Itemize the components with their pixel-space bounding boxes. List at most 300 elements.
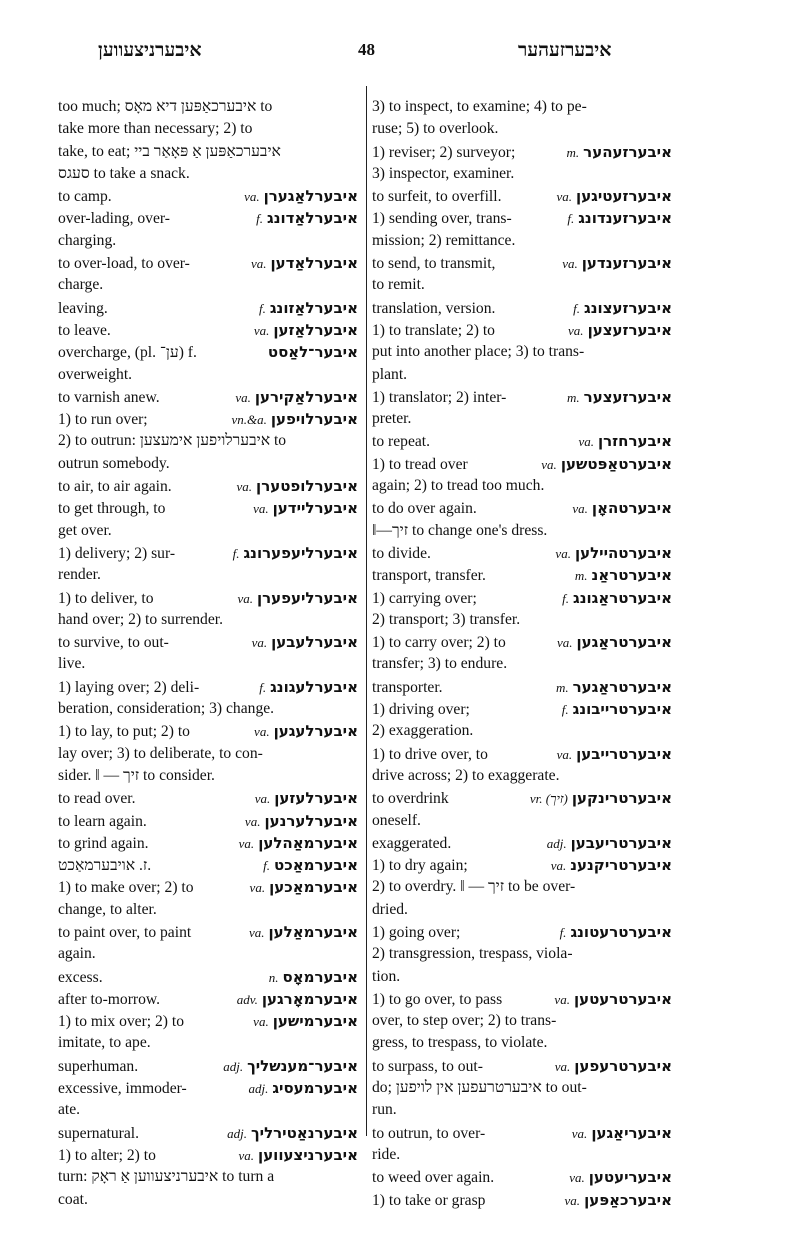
entry-grammar: f. xyxy=(232,545,240,561)
entry-gloss: ז. אויבערמאַכט. xyxy=(58,857,152,875)
entry-line xyxy=(58,810,358,832)
entry-headword: איבעריעטען xyxy=(588,1168,672,1187)
entry-gloss: oneself. xyxy=(372,811,421,829)
page-header xyxy=(58,40,670,68)
entry-headword: איבערמאָס xyxy=(282,967,358,986)
entry-grammar: va. xyxy=(554,1058,571,1074)
entry-line xyxy=(58,765,358,787)
entry-line xyxy=(372,1077,672,1099)
entry-headword: איבערטרייבען xyxy=(576,744,672,763)
entry-grammar: vr. (זיך) xyxy=(529,791,568,807)
entry-line xyxy=(372,207,672,229)
entry-gloss: 1) laying over; 2) deli- xyxy=(58,678,200,696)
entry-gloss: plant. xyxy=(372,365,408,383)
entry-grammar: m. xyxy=(566,144,580,160)
entry-gloss: transport, transfer. xyxy=(372,567,486,585)
entry-grammar: adj. xyxy=(227,1125,247,1141)
entry-grammar: va. xyxy=(248,924,265,940)
entry-grammar: va. xyxy=(572,501,588,517)
entry-gloss: 1) to drive over, to xyxy=(372,745,488,763)
entry-line xyxy=(58,230,358,252)
entry-gloss: to repeat. xyxy=(372,433,431,451)
entry-gloss: 1) to make over; 2) to xyxy=(58,879,194,897)
entry-gloss: 1) to take or grasp xyxy=(372,1191,486,1209)
entry-headword: איבערלאַדען xyxy=(270,254,358,273)
entry-line xyxy=(372,653,672,675)
entry-headword: איבערליעפערן xyxy=(256,588,358,607)
entry-line xyxy=(58,854,358,876)
entry-grammar: adv. xyxy=(236,991,258,1007)
entry-headword: איבערלאַדונג xyxy=(267,209,358,228)
entry-grammar: va. xyxy=(564,1192,581,1208)
entry-headword: איבערמאַהלען xyxy=(258,833,358,852)
entry-gloss: to leave. xyxy=(58,321,111,339)
entry-grammar: va. xyxy=(244,189,260,205)
entry-gloss: get over. xyxy=(58,521,112,539)
entry-headword: איבערלויפען xyxy=(270,410,358,429)
entry-line xyxy=(58,408,358,430)
entry-grammar: f. xyxy=(559,924,567,940)
entry-gloss: to weed over again. xyxy=(372,1169,495,1187)
entry-line xyxy=(58,497,358,519)
entry-line xyxy=(58,319,358,341)
entry-headword: איבערזעצער xyxy=(583,387,672,406)
entry-line xyxy=(372,163,672,185)
entry-line xyxy=(372,386,672,408)
entry-headword: איבערלאַזען xyxy=(273,320,358,339)
entry-line xyxy=(58,1144,358,1166)
entry-gloss: to learn again. xyxy=(58,812,147,830)
entry-line xyxy=(58,341,358,363)
column-divider xyxy=(366,86,367,1136)
entry-headword: איבערלעזען xyxy=(274,789,358,808)
entry-line xyxy=(372,430,672,452)
left-column xyxy=(58,96,358,1211)
entry-grammar: va. xyxy=(237,590,253,606)
entry-grammar: va. xyxy=(556,746,573,762)
entry-gloss: 1) going over; xyxy=(372,923,461,941)
entry-grammar: f. xyxy=(567,211,575,227)
entry-headword: איבערנאַטירליך xyxy=(250,1123,358,1142)
entry-grammar: n. xyxy=(268,969,279,985)
header-right-catchword: איבערזעהער xyxy=(518,40,612,61)
entry-line xyxy=(372,230,672,252)
entry-headword: איבערטרייבונג xyxy=(572,700,672,719)
entry-grammar: adj. xyxy=(223,1058,244,1074)
entry-line xyxy=(58,1166,358,1188)
entry-gloss: coat. xyxy=(58,1190,88,1208)
entry-grammar: va. xyxy=(244,813,261,829)
entry-headword: איבערטראַנ xyxy=(591,566,672,585)
entry-line xyxy=(58,141,358,163)
entry-gloss: again; 2) to tread too much. xyxy=(372,477,545,495)
entry-line xyxy=(372,720,672,742)
entry-line xyxy=(372,475,672,497)
entry-line xyxy=(372,765,672,787)
entry-headword: איבערזעהער xyxy=(583,142,672,161)
entry-gloss: mission; 2) remittance. xyxy=(372,231,516,249)
entry-grammar: va. xyxy=(554,991,570,1007)
entry-grammar: va. xyxy=(555,545,571,561)
entry-grammar: va. xyxy=(253,1014,269,1030)
entry-line xyxy=(372,988,672,1010)
entry-headword: איבערמאָרגען xyxy=(261,989,358,1008)
entry-headword: איבערזענדען xyxy=(581,254,672,273)
entry-line xyxy=(372,698,672,720)
entry-grammar: va. xyxy=(253,322,270,338)
entry-gloss: 1) to go over, to pass xyxy=(372,990,503,1008)
entry-gloss: charging. xyxy=(58,231,117,249)
entry-gloss: to camp. xyxy=(58,188,112,206)
entry-line xyxy=(372,743,672,765)
entry-line xyxy=(58,274,358,296)
entry-gloss: 2) to outrun: איבערלויפען אימעצען to xyxy=(58,432,287,450)
entry-grammar: f. xyxy=(562,590,569,606)
entry-gloss: too much; איבערכאַפּען דיא מאָס to xyxy=(58,98,273,115)
entry-gloss: take, to eat; איבערכאַפּען אַ פּאָאַר ביי xyxy=(58,142,281,160)
entry-grammar: va. xyxy=(253,501,269,517)
entry-grammar: va. xyxy=(550,858,567,874)
entry-gloss: leaving. xyxy=(58,299,108,317)
entry-headword: איבערזעצונג xyxy=(584,298,672,317)
entry-line xyxy=(372,1122,672,1144)
entry-gloss: do; איבערטרעפען אין לויפען to out- xyxy=(372,1079,587,1097)
entry-grammar: m. xyxy=(555,679,569,695)
entry-line xyxy=(58,787,358,809)
entry-headword: איבערטרעטען xyxy=(573,989,672,1008)
entry-headword: איבערלעגונג xyxy=(270,677,358,696)
entry-line xyxy=(372,274,672,296)
entry-grammar: f. xyxy=(263,858,271,874)
entry-line xyxy=(372,252,672,274)
entry-gloss: 2) transport; 3) transfer. xyxy=(372,610,521,628)
entry-headword: איבערלאַגערן xyxy=(263,187,358,206)
entry-headword: איבערלערנען xyxy=(264,811,358,830)
entry-grammar: va. xyxy=(251,635,268,651)
entry-gloss: to surfeit, to overfill. xyxy=(372,188,502,206)
page-number: 48 xyxy=(358,40,375,59)
entry-line xyxy=(58,207,358,229)
entry-gloss: excessive, immoder- xyxy=(58,1080,187,1098)
entry-headword: איבערטרינקען xyxy=(571,789,672,808)
entry-line xyxy=(58,564,358,586)
entry-headword: איבערטראַגונג xyxy=(573,588,672,607)
entry-gloss: dried. xyxy=(372,900,408,918)
entry-line xyxy=(372,497,672,519)
entry-gloss: transfer; 3) to endure. xyxy=(372,655,508,673)
entry-gloss: to varnish anew. xyxy=(58,388,160,406)
entry-line xyxy=(58,609,358,631)
entry-headword: איבערזעטיגען xyxy=(576,187,672,206)
entry-line xyxy=(372,609,672,631)
entry-gloss: render. xyxy=(58,566,101,584)
entry-gloss: transporter. xyxy=(372,678,443,696)
entry-headword: איבערטהאָן xyxy=(591,499,672,518)
entry-line xyxy=(58,876,358,898)
entry-grammar: va. xyxy=(236,479,253,495)
entry-gloss: to over-load, to over- xyxy=(58,255,190,273)
entry-line xyxy=(58,832,358,854)
entry-line xyxy=(372,118,672,140)
entry-headword: איבערלאַזונג xyxy=(269,298,358,317)
entry-headword: איבעריאַגען xyxy=(591,1123,672,1142)
entry-gloss: 2) transgression, trespass, viola- xyxy=(372,945,573,963)
entry-gloss: 1) delivery; 2) sur- xyxy=(58,544,176,562)
entry-line xyxy=(58,475,358,497)
entry-gloss: to surpass, to out- xyxy=(372,1057,483,1075)
entry-line xyxy=(58,631,358,653)
entry-headword: איבער־מענשליך xyxy=(247,1056,358,1075)
entry-line xyxy=(58,1077,358,1099)
entry-grammar: va. xyxy=(238,835,255,851)
entry-headword: איבערלופטערן xyxy=(256,477,358,496)
entry-gloss: to overdrink xyxy=(372,790,449,808)
entry-line xyxy=(372,1032,672,1054)
entry-line xyxy=(58,542,358,564)
entry-grammar: adj. xyxy=(248,1081,269,1097)
entry-line xyxy=(372,631,672,653)
entry-grammar: adj. xyxy=(546,835,567,851)
entry-grammar: va. xyxy=(568,322,584,338)
entry-grammar: va. xyxy=(238,1147,255,1163)
entry-gloss: 1) to carry over; 2) to xyxy=(372,634,506,652)
entry-gloss: run. xyxy=(372,1101,397,1119)
entry-gloss: 1) to run over; xyxy=(58,411,148,429)
entry-gloss: to survive, to out- xyxy=(58,634,169,652)
entry-line xyxy=(372,1166,672,1188)
entry-gloss: 1) reviser; 2) surveyor; xyxy=(372,143,516,161)
entry-grammar: va. xyxy=(254,791,271,807)
entry-line xyxy=(58,653,358,675)
entry-grammar: m. xyxy=(567,389,580,405)
entry-line xyxy=(372,921,672,943)
entry-headword: איבערטראַגען xyxy=(576,633,672,652)
entry-gloss: over, to step over; 2) to trans- xyxy=(372,1012,557,1030)
entry-gloss: take more than necessary; 2) to xyxy=(58,120,253,138)
entry-headword: איבערניצעווען xyxy=(258,1145,358,1164)
entry-gloss: after to-morrow. xyxy=(58,990,161,1008)
entry-line xyxy=(372,832,672,854)
entry-gloss: 1) to deliver, to xyxy=(58,589,154,607)
entry-gloss: 1) to mix over; 2) to xyxy=(58,1013,185,1031)
entry-gloss: 1) to translate; 2) to xyxy=(372,321,495,339)
entry-line xyxy=(58,676,358,698)
entry-line xyxy=(58,1010,358,1032)
entry-headword: איבערטראַגער xyxy=(572,677,672,696)
entry-headword: איבערטרעטונג xyxy=(570,922,672,941)
entry-gloss: preter. xyxy=(372,410,412,428)
entry-gloss: put into another place; 3) to trans- xyxy=(372,343,585,361)
entry-gloss: ride. xyxy=(372,1145,401,1163)
header-left-catchword: איבערניצעווען xyxy=(98,40,202,61)
entry-gloss: turn: איבערניצעווען אַ ראָק to turn a xyxy=(58,1168,275,1186)
entry-gloss: to grind again. xyxy=(58,834,149,852)
entry-gloss: charge. xyxy=(58,276,104,294)
entry-gloss: סעגס to take a snack. xyxy=(58,164,190,182)
entry-line xyxy=(372,1099,672,1121)
entry-gloss: change, to alter. xyxy=(58,900,157,918)
entry-gloss: to do over again. xyxy=(372,500,477,518)
entry-line xyxy=(372,141,672,163)
entry-gloss: again. xyxy=(58,945,96,963)
entry-grammar: va. xyxy=(254,724,270,740)
entry-gloss: imitate, to ape. xyxy=(58,1034,151,1052)
entry-gloss: 1) sending over, trans- xyxy=(372,210,512,228)
entry-grammar: va. xyxy=(571,1125,588,1141)
entry-line xyxy=(372,319,672,341)
entry-grammar: va. xyxy=(251,256,267,272)
entry-line xyxy=(372,453,672,475)
entry-gloss: 1) to dry again; xyxy=(372,857,468,875)
entry-gloss: to remit. xyxy=(372,276,425,294)
entry-headword: איבערטהיילען xyxy=(574,543,672,562)
entry-gloss: 3) to inspect, to examine; 4) to pe- xyxy=(372,98,587,115)
entry-line xyxy=(372,542,672,564)
entry-gloss: ruse; 5) to overlook. xyxy=(372,120,499,138)
entry-gloss: to outrun, to over- xyxy=(372,1124,486,1142)
entry-gloss: ‖—זיך to change one's dress. xyxy=(372,521,548,539)
entry-line xyxy=(58,921,358,943)
entry-grammar: va. xyxy=(569,1170,585,1186)
entry-gloss: 1) to tread over xyxy=(372,455,468,473)
entry-line xyxy=(58,430,358,452)
entry-line xyxy=(58,96,358,118)
entry-headword: איבערליעפערונג xyxy=(243,543,358,562)
entry-line xyxy=(58,1032,358,1054)
entry-gloss: tion. xyxy=(372,967,401,985)
entry-gloss: to get through, to xyxy=(58,500,166,518)
entry-gloss: lay over; 3) to deliberate, to con- xyxy=(58,744,263,762)
entry-line xyxy=(58,899,358,921)
entry-grammar: vn.&a. xyxy=(231,412,267,428)
entry-line xyxy=(58,252,358,274)
entry-gloss: to send, to transmit, xyxy=(372,255,496,273)
entry-line xyxy=(58,520,358,542)
entry-gloss: 1) translator; 2) inter- xyxy=(372,388,507,406)
entry-line xyxy=(58,163,358,185)
entry-headword: איבערליידען xyxy=(272,499,358,518)
entry-gloss: 3) inspector, examiner. xyxy=(372,164,515,182)
entry-line xyxy=(372,854,672,876)
entry-gloss: overcharge, (pl. ען־) f. xyxy=(58,344,197,362)
entry-grammar: va. xyxy=(556,189,573,205)
entry-headword: איבערמאַכט xyxy=(274,856,358,875)
entry-gloss: overweight. xyxy=(58,365,133,383)
entry-line xyxy=(372,1055,672,1077)
entry-gloss: 1) driving over; xyxy=(372,701,470,719)
entry-line xyxy=(58,297,358,319)
entry-gloss: to air, to air again. xyxy=(58,478,172,496)
entry-line xyxy=(372,787,672,809)
entry-line xyxy=(372,520,672,542)
entry-grammar: f. xyxy=(573,300,581,316)
entry-headword: איבערזעצען xyxy=(587,320,672,339)
entry-headword: איבערטרעפען xyxy=(574,1056,672,1075)
entry-headword: איבערזענדונג xyxy=(578,209,672,228)
entry-line xyxy=(372,1144,672,1166)
entry-line xyxy=(372,96,672,118)
entry-line xyxy=(372,564,672,586)
entry-gloss: sider. ‖ — זיך to consider. xyxy=(58,766,215,784)
entry-gloss: 2) to overdry. ‖ — זיך to be over- xyxy=(372,878,576,896)
entry-headword: איבערלעגען xyxy=(273,722,358,741)
entry-line xyxy=(372,587,672,609)
entry-grammar: m. xyxy=(574,568,588,584)
entry-line xyxy=(58,698,358,720)
entry-grammar: f. xyxy=(258,300,266,316)
entry-gloss: drive across; 2) to exaggerate. xyxy=(372,766,560,784)
right-column xyxy=(372,96,672,1211)
entry-gloss: over-lading, over- xyxy=(58,210,170,228)
entry-grammar: va. xyxy=(556,635,573,651)
entry-grammar: va. xyxy=(562,256,578,272)
entry-line xyxy=(372,943,672,965)
entry-line xyxy=(58,386,358,408)
entry-line xyxy=(372,364,672,386)
entry-gloss: 1) to lay, to put; 2) to xyxy=(58,723,190,741)
entry-grammar: va. xyxy=(578,434,594,450)
entry-gloss: beration, consideration; 3) change. xyxy=(58,700,275,718)
entry-headword: איבערלאַקירען xyxy=(254,387,358,406)
entry-headword: איבערחזרן xyxy=(598,432,672,451)
entry-line xyxy=(58,720,358,742)
entry-grammar: f. xyxy=(259,679,267,695)
entry-headword: איבערכאַפּען xyxy=(584,1190,672,1209)
entry-line xyxy=(372,876,672,898)
entry-grammar: va. xyxy=(541,456,557,472)
entry-headword: איבערמישען xyxy=(272,1012,358,1031)
entry-gloss: live. xyxy=(58,655,86,673)
entry-headword: איבערמעסיג xyxy=(272,1079,358,1098)
entry-headword: איבערמאַלען xyxy=(268,922,358,941)
entry-grammar: f. xyxy=(561,702,569,718)
entry-gloss: ate. xyxy=(58,1101,81,1119)
entry-line xyxy=(58,743,358,765)
entry-line xyxy=(372,1010,672,1032)
entry-headword: איבערלעבען xyxy=(271,633,358,652)
entry-line xyxy=(58,1055,358,1077)
entry-gloss: to read over. xyxy=(58,790,136,808)
entry-line xyxy=(58,966,358,988)
entry-gloss: gress, to trespass, to violate. xyxy=(372,1034,548,1052)
entry-line xyxy=(372,297,672,319)
entry-grammar: va. xyxy=(235,389,251,405)
entry-grammar: f. xyxy=(256,211,264,227)
entry-gloss: 2) exaggeration. xyxy=(372,722,474,740)
entry-line xyxy=(372,810,672,832)
entry-line xyxy=(372,408,672,430)
entry-gloss: superhuman. xyxy=(58,1057,139,1075)
entry-line xyxy=(372,341,672,363)
entry-gloss: outrun somebody. xyxy=(58,454,170,472)
entry-line xyxy=(372,966,672,988)
entry-grammar: va. xyxy=(249,880,266,896)
entry-line xyxy=(58,185,358,207)
entry-headword: איבערטריעבען xyxy=(570,833,672,852)
entry-line xyxy=(372,899,672,921)
entry-line xyxy=(58,1122,358,1144)
entry-gloss: 1) carrying over; xyxy=(372,589,477,607)
entry-headword: איבער־לאַסט xyxy=(267,343,358,362)
entry-line xyxy=(372,1189,672,1211)
entry-line xyxy=(372,185,672,207)
entry-gloss: excess. xyxy=(58,968,103,986)
entry-gloss: supernatural. xyxy=(58,1124,139,1142)
entry-headword: איבערטריקנענ xyxy=(570,856,672,875)
entry-line xyxy=(58,453,358,475)
entry-line xyxy=(58,943,358,965)
entry-line xyxy=(58,118,358,140)
